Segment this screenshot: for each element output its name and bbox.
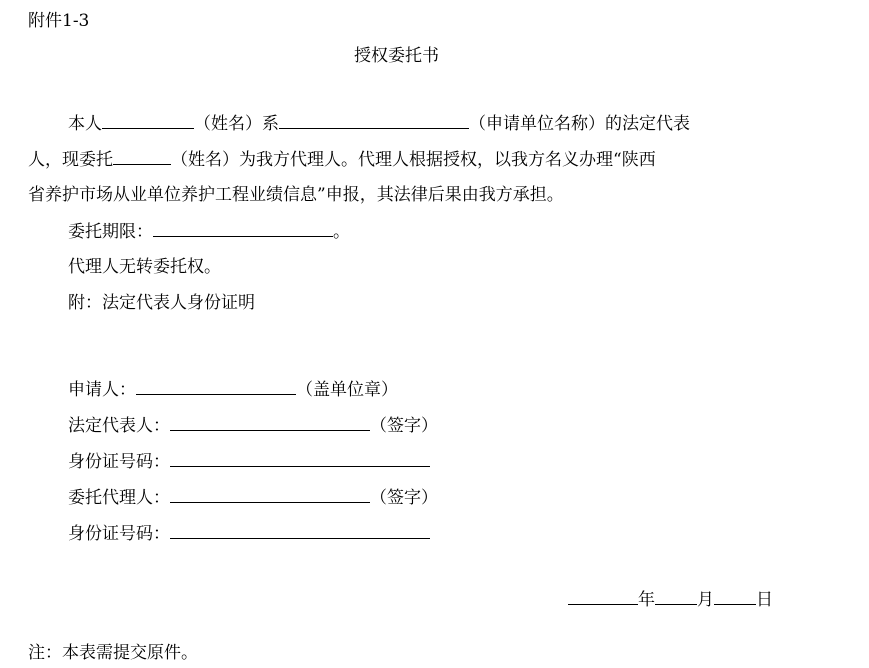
footnote: 注：本表需提交原件。 — [28, 643, 198, 663]
no-transfer-text: 代理人无转委托权。 — [68, 257, 221, 277]
attachment-label: 附件1-3 — [28, 11, 90, 31]
name-blank[interactable] — [102, 111, 194, 129]
agent-name-blank[interactable] — [113, 147, 171, 165]
paragraph-line-2 — [28, 147, 656, 172]
month-blank[interactable] — [655, 587, 697, 605]
id-number-label: 身份证号码： — [68, 452, 170, 472]
id-number-blank[interactable] — [170, 449, 430, 467]
paragraph-line-1 — [68, 111, 690, 136]
applicant-blank[interactable] — [136, 377, 296, 395]
day-label: 日 — [756, 590, 773, 610]
date-row — [568, 587, 773, 612]
id-number-label-2: 身份证号码： — [68, 524, 170, 544]
applicant-label: 申请人： — [68, 380, 136, 400]
period-end: 。 — [333, 222, 350, 242]
agent-blank[interactable] — [170, 485, 370, 503]
period-row — [68, 219, 350, 244]
document-title: 授权委托书 — [354, 46, 439, 66]
year-label: 年 — [638, 590, 655, 610]
id-number-row-2 — [68, 521, 430, 546]
id-number-blank-2[interactable] — [170, 521, 430, 539]
para-text: 本人 — [68, 114, 102, 134]
legal-rep-blank[interactable] — [170, 413, 370, 431]
period-label: 委托期限： — [68, 222, 153, 242]
id-number-row — [68, 449, 430, 474]
agent-label: 委托代理人： — [68, 488, 170, 508]
applicant-suffix: （盖单位章） — [296, 380, 398, 400]
month-label: 月 — [697, 590, 714, 610]
applicant-row — [68, 377, 398, 402]
paragraph-line-3: 省养护市场从业单位养护工程业绩信息”申报，其法律后果由我方承担。 — [28, 185, 564, 205]
agent-suffix: （签字） — [370, 488, 438, 508]
legal-rep-row — [68, 413, 438, 438]
para-text: （姓名）系 — [194, 114, 279, 134]
para-text: （申请单位名称）的法定代表 — [469, 114, 690, 134]
para-text: 人，现委托 — [28, 150, 113, 170]
company-name-blank[interactable] — [279, 111, 469, 129]
period-blank[interactable] — [153, 219, 333, 237]
agent-row — [68, 485, 438, 510]
day-blank[interactable] — [714, 587, 756, 605]
para-text: （姓名）为我方代理人。代理人根据授权，以我方名义办理“陕西 — [171, 150, 656, 170]
year-blank[interactable] — [568, 587, 638, 605]
legal-rep-suffix: （签字） — [370, 416, 438, 436]
attachment-note: 附：法定代表人身份证明 — [68, 293, 255, 313]
legal-rep-label: 法定代表人： — [68, 416, 170, 436]
